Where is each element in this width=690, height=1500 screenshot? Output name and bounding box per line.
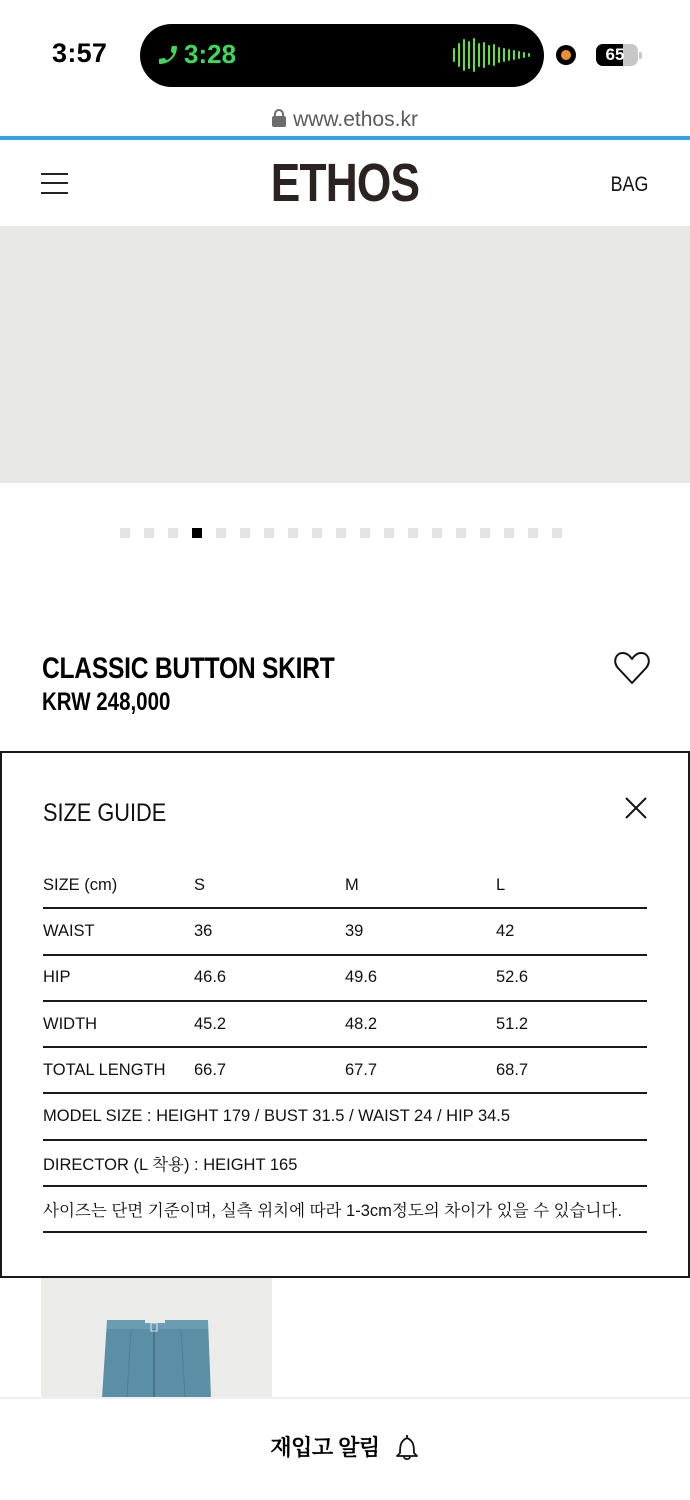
table-row: [43, 1048, 647, 1094]
cell: 45.2: [194, 1014, 227, 1033]
cell: 48.2: [345, 1014, 378, 1033]
gallery-dot[interactable]: [432, 528, 442, 538]
gallery-dot[interactable]: [288, 528, 298, 538]
header-cell: M: [345, 875, 359, 894]
product-name: CLASSIC BUTTON SKIRT: [42, 652, 335, 685]
battery-percent: 65: [605, 45, 625, 64]
cell: 66.7: [194, 1060, 227, 1079]
gallery-dot[interactable]: [528, 528, 538, 538]
product-price: KRW 248,000: [42, 688, 171, 716]
call-timer: 3:28: [184, 39, 237, 69]
cell: 51.2: [496, 1014, 529, 1033]
model-size-note: MODEL SIZE : HEIGHT 179 / BUST 31.5 / WAIST 24 / HIP 34.5: [43, 1094, 647, 1140]
cell: 42: [496, 921, 515, 940]
url-text: www.ethos.kr: [293, 108, 418, 131]
row-label: WIDTH: [43, 1014, 98, 1033]
gallery-dot[interactable]: [264, 528, 274, 538]
audio-waveform-icon: [453, 37, 530, 73]
gallery-dot[interactable]: [408, 528, 418, 538]
cell: 67.7: [345, 1060, 378, 1079]
product-image[interactable]: [0, 226, 690, 483]
bag-link[interactable]: BAG: [610, 173, 648, 196]
row-label: TOTAL LENGTH: [43, 1060, 166, 1079]
header-cell: S: [194, 875, 206, 894]
gallery-dot[interactable]: [480, 528, 490, 538]
table-row: [43, 909, 647, 955]
director-size-note: DIRECTOR (L 착용) : HEIGHT 165: [43, 1141, 647, 1187]
gallery-dot[interactable]: [240, 528, 250, 538]
gallery-dot[interactable]: [360, 528, 370, 538]
skirt-image: [41, 1278, 272, 1398]
size-guide-title: SIZE GUIDE: [43, 799, 167, 827]
size-guide-modal: [0, 751, 690, 1278]
measurement-disclaimer: 사이즈는 단면 기준이며, 실측 위치에 따라 1-3cm정도의 차이가 있을 수 있습니다.: [43, 1187, 647, 1233]
cell: 36: [194, 921, 213, 940]
row-label: WAIST: [43, 921, 95, 940]
gallery-dot[interactable]: [216, 528, 226, 538]
gallery-pagination: [120, 528, 562, 538]
table-row: [43, 1002, 647, 1048]
gallery-dot[interactable]: [456, 528, 466, 538]
site-logo[interactable]: ETHOS: [270, 153, 420, 213]
dynamic-island-call[interactable]: [140, 24, 544, 87]
gallery-dot[interactable]: [384, 528, 394, 538]
product-thumbnail[interactable]: [41, 1278, 272, 1398]
gallery-dot[interactable]: [144, 528, 154, 538]
cell: 39: [345, 921, 364, 940]
url-bar[interactable]: [0, 108, 690, 132]
gallery-dot[interactable]: [336, 528, 346, 538]
page-load-progress: [0, 136, 690, 140]
battery-icon: [596, 44, 638, 66]
cell: 52.6: [496, 968, 529, 987]
status-time: 3:57: [52, 38, 108, 68]
heart-icon[interactable]: [613, 650, 651, 686]
lock-icon: [272, 109, 286, 127]
gallery-dot[interactable]: [168, 528, 178, 538]
battery-tip: [639, 52, 642, 59]
gallery-dot[interactable]: [120, 528, 130, 538]
header-cell: SIZE (cm): [43, 875, 118, 894]
gallery-dot[interactable]: [312, 528, 322, 538]
size-table: [43, 863, 647, 1233]
header-cell: L: [496, 875, 506, 894]
gallery-dot[interactable]: [552, 528, 562, 538]
close-icon[interactable]: [623, 795, 649, 821]
size-table-header: [43, 863, 647, 909]
table-row: [43, 956, 647, 1002]
gallery-dot-active[interactable]: [192, 528, 202, 538]
cell: 68.7: [496, 1060, 529, 1079]
restock-alert-button[interactable]: [0, 1431, 690, 1462]
phone-icon: [156, 42, 180, 68]
cell: 49.6: [345, 968, 378, 987]
row-label: HIP: [43, 968, 71, 987]
cell: 46.6: [194, 968, 227, 987]
bell-icon: [394, 1433, 420, 1461]
gallery-dot[interactable]: [504, 528, 514, 538]
recording-indicator-icon: [556, 45, 576, 65]
restock-alert-label: 재입고 알림: [270, 1435, 380, 1460]
bottom-action-bar: [0, 1397, 690, 1500]
